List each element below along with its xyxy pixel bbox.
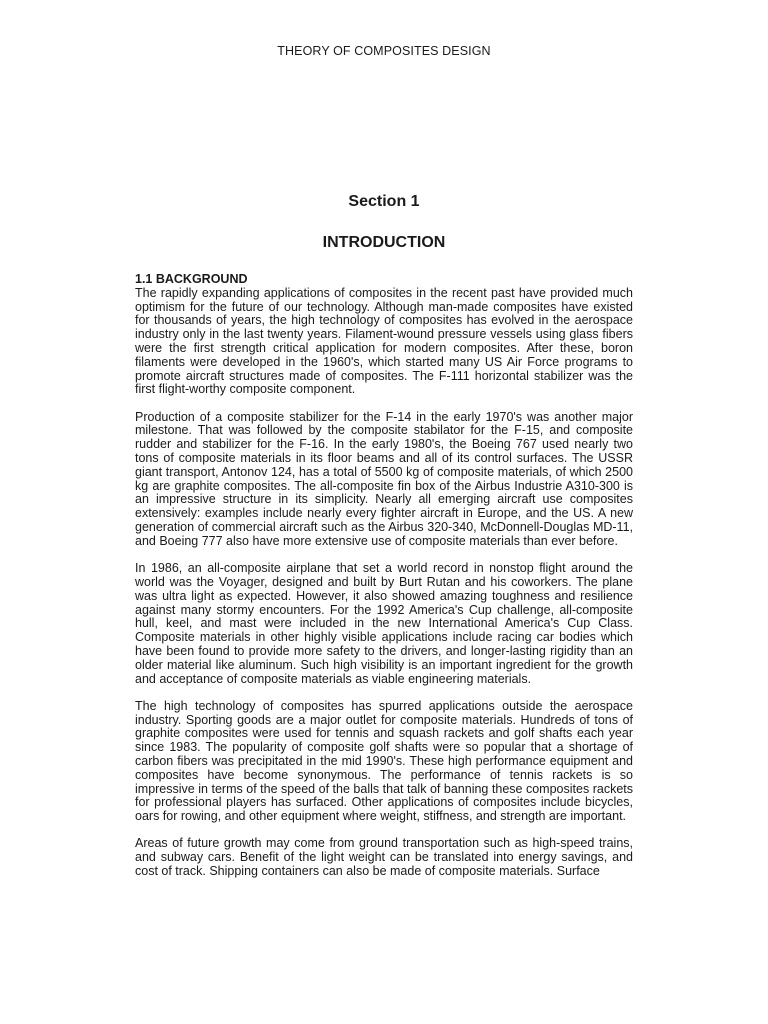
paragraph-background-5: Areas of future growth may come from ground transportation such as high-speed trains, and subway cars. Benefit of the light weight can be translated into energy savings, and cost of track. Shipping containers can also be made of composite materials. Surface [135,836,633,879]
paragraph-background-3: In 1986, an all-composite airplane that set a world record in nonstop flight around the world was the Voyager, designed and built by Burt Rutan and his coworkers. The plane was ultra light as expected. However, it also showed amazing toughness and resilience against many stormy encounters. For the 1992 America's Cup challenge, all-composite hull, keel, and mast were included in the new International America's Cup Class. Composite materials in other highly visible applications include racing car bodies which have been found to provide more safety to the drivers, and longer-lasting rigidity than an older material like aluminum. Such high visibility is an important ingredient for the growth and acceptance of composite materials as viable engineering materials. [135,561,633,686]
section-label: Section 1 [348,193,420,210]
paragraph-background-4: The high technology of composites has spurred applications outside the aerospace industry. Sporting goods are a major outlet for composite materials. Hundreds of tons of graphite composites were used for tennis and squash rackets and golf shafts each year since 1983. The popularity of composite golf shafts were so popular that a shortage of carbon fibers was precipitated in the mid 1990's. These high performance equipment and composites have become synonymous. The performance of tennis rackets is so impressive in terms of the speed of the balls that talk of banning these composites rackets for professional players has surfaced. Other applications of composites include bicycles, oars for rowing, and other equipment where weight, stiffness, and strength are important. [135,698,633,824]
paragraph-background-2: Production of a composite stabilizer for the F-14 in the early 1970's was another major milestone. That was followed by the composite stabilator for the F-15, and composite rudder and stabilizer for the F-16. In the early 1980's, the Boeing 767 used nearly two tons of composite materials in its floor beams and all of its control surfaces. The USSR giant transport, Antonov 124, has a total of 5500 kg of composite materials, of which 2500 kg are graphite composites. The all-composite fin box of the Airbus Industrie A310-300 is an impressive structure in its simplicity. Nearly all emerging aircraft use composites extensively: examples include nearly every fighter aircraft in Europe, and the US. A new generation of commercial aircraft such as the Airbus 320-340, McDonnell-Douglas MD-11, and Boeing 777 also have more extensive use of composite materials than ever before. [135,409,633,548]
chapter-title: INTRODUCTION [322,234,446,251]
subsection-heading: 1.1 BACKGROUND [135,272,248,286]
body-text [135,273,633,892]
running-header: THEORY OF COMPOSITES DESIGN [277,44,491,58]
paragraph-background-1: The rapidly expanding applications of composites in the recent past have provided much optimism for the future of our technology. Although man-made composites have existed for thousands of years, the high technology of composites has evolved in the aerospace industry only in the last twenty years. Filament-wound pressure vessels using glass fibers were the first strength critical application for modern composites. After these, boron filaments were developed in the 1960's, which started many US Air Force programs to promote aircraft structures made of composites. The F-111 horizontal stabilizer was the first flight-worthy composite component. [135,285,633,397]
